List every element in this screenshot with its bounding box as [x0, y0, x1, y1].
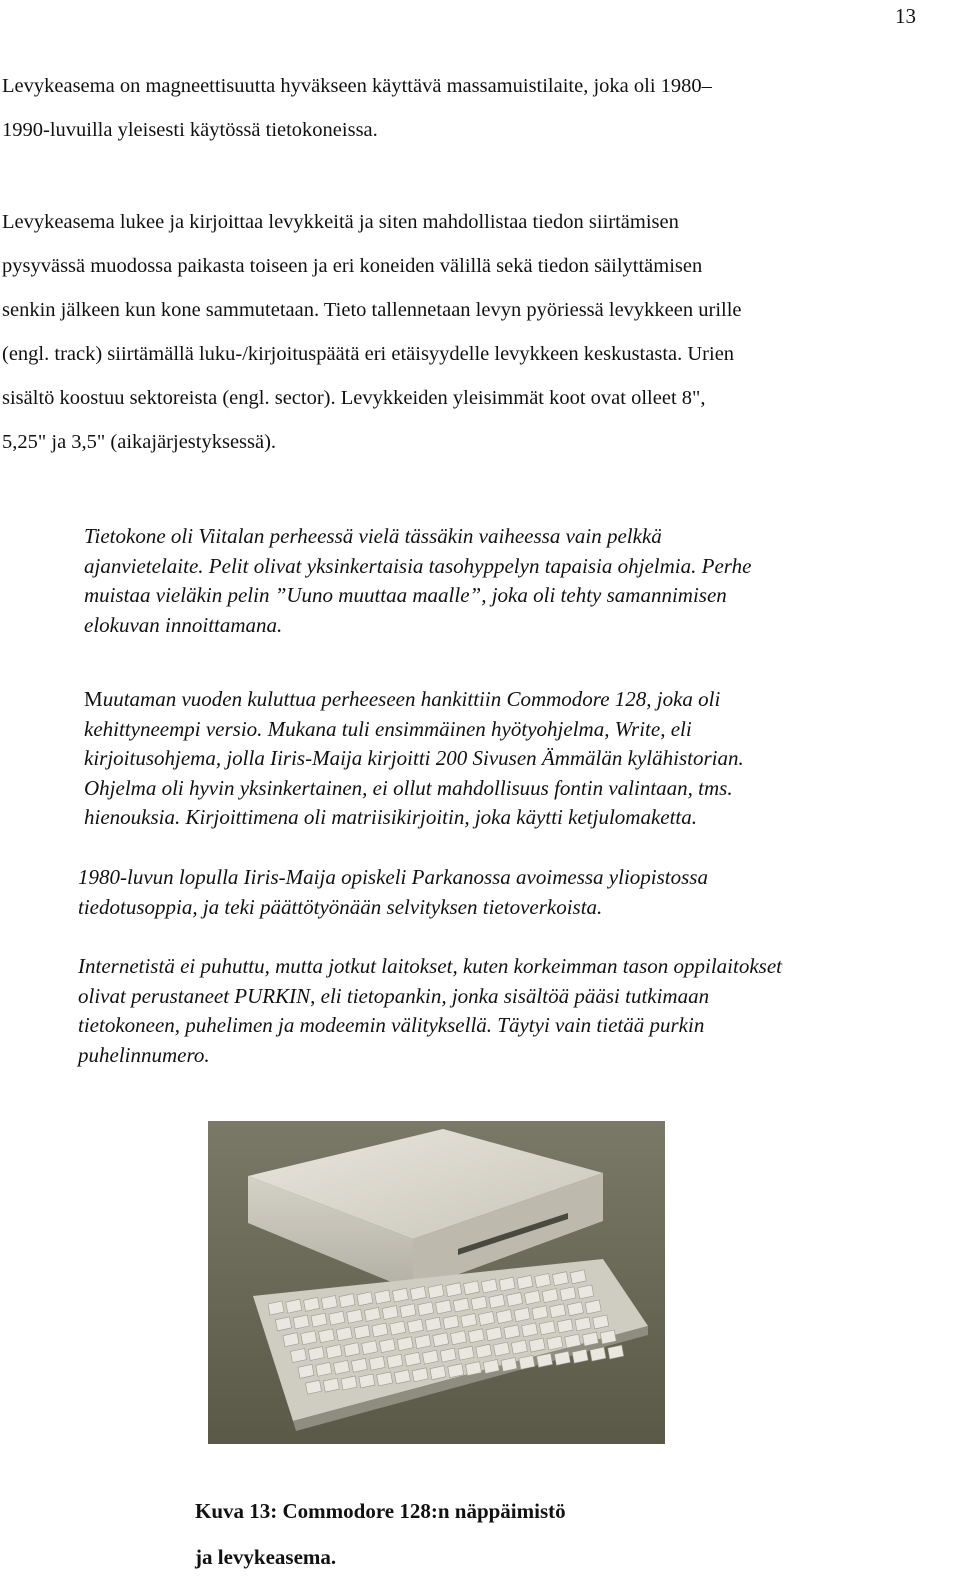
text-line: hienouksia. Kirjoittimena oli matriisikirjoitin, joka käytti ketjulomaketta. — [84, 805, 698, 829]
paragraph-purkki — [78, 952, 782, 1070]
text-line: 1980-luvun lopulla Iiris-Maija opiskeli Parkanossa avoimessa yliopistossa — [78, 865, 708, 889]
text-line: 5,25" ja 3,5" (aikajärjestyksessä). — [2, 431, 277, 453]
text-line: pysyvässä muodossa paikasta toiseen ja eri koneiden välillä sekä tiedon säilyttämisen — [2, 255, 703, 277]
page-number: 13 — [895, 4, 916, 28]
text-line: elokuvan innoittamana. — [84, 612, 283, 637]
commodore-128-photo — [208, 1121, 665, 1444]
text-line: Levykeasema lukee ja kirjoittaa levykkeitä ja siten mahdollistaa tiedon siirtämisen — [2, 211, 679, 233]
text-line: puhelinnumero. — [78, 1042, 210, 1067]
text-line: Levykeasema on magneettisuutta hyväkseen käyttävä massamuistilaite, joka oli 1980– — [2, 75, 712, 97]
text-line: kehittyneempi versio. Mukana tuli ensimmäinen hyötyohjelma, Write, eli — [84, 716, 692, 741]
text-line: Ohjelma oli hyvin yksinkertainen, ei ollut mahdollisuus fontin valintaan, tms. — [84, 775, 733, 800]
text-line: olivat perustaneet PURKIN, eli tietopankin, jonka sisältöä pääsi tutkimaan — [78, 983, 710, 1008]
text-line: Internetistä ei puhuttu, mutta jotkut laitokset, kuten korkeimman tason oppilaitokset — [78, 954, 782, 978]
caption-line: ja levykeasema. — [195, 1545, 337, 1569]
paragraph-commodore-128 — [84, 685, 744, 833]
text-line: tiedotusoppia, ja teki päättötyönään selvityksen tietoverkoista. — [78, 894, 603, 919]
text-line: muistaa vieläkin pelin ”Uuno muuttaa maalle”, joka oli tehty samannimisen — [84, 583, 727, 607]
text-line: kirjoitusohjema, jolla Iiris-Maija kirjoitti 200 Sivusen Ämmälän kylähistorian. — [84, 746, 744, 770]
text-line: ajanvietelaite. Pelit olivat yksinkertaisia tasohyppelyn tapaisia ohjelmia. Perhe — [84, 553, 752, 578]
text-line: senkin jälkeen kun kone sammutetaan. Tieto tallennetaan levyn pyöriessä levykkeen urille — [2, 299, 742, 321]
figure-caption — [195, 1488, 566, 1580]
drop-letter: M — [84, 687, 103, 711]
paragraph-disk-drive-function — [2, 200, 947, 464]
paragraph-games — [84, 522, 751, 640]
paragraph-studies — [78, 863, 708, 922]
text-line — [84, 685, 744, 715]
text-line: Tietokone oli Viitalan perheessä vielä tässäkin vaiheessa vain pelkkä — [84, 524, 662, 548]
commodore-128-illustration — [208, 1121, 665, 1444]
text-fragment: uutaman vuoden kuluttua perheeseen hankittiin Commodore 128, joka oli — [102, 687, 721, 711]
paragraph-disk-drive-intro — [2, 64, 947, 152]
caption-line: Kuva 13: Commodore 128:n näppäimistö — [195, 1499, 566, 1523]
text-line: tietokoneen, puhelimen ja modeemin välityksellä. Täytyi vain tietää purkin — [78, 1013, 705, 1037]
text-line: sisältö koostuu sektoreista (engl. sector). Levykkeiden yleisimmät koot ovat olleet 8", — [2, 387, 706, 409]
text-line: 1990-luvuilla yleisesti käytössä tietokoneissa. — [2, 119, 378, 141]
text-line: (engl. track) siirtämällä luku-/kirjoituspäätä eri etäisyydelle levykkeen keskustasta. Urien — [2, 343, 735, 365]
